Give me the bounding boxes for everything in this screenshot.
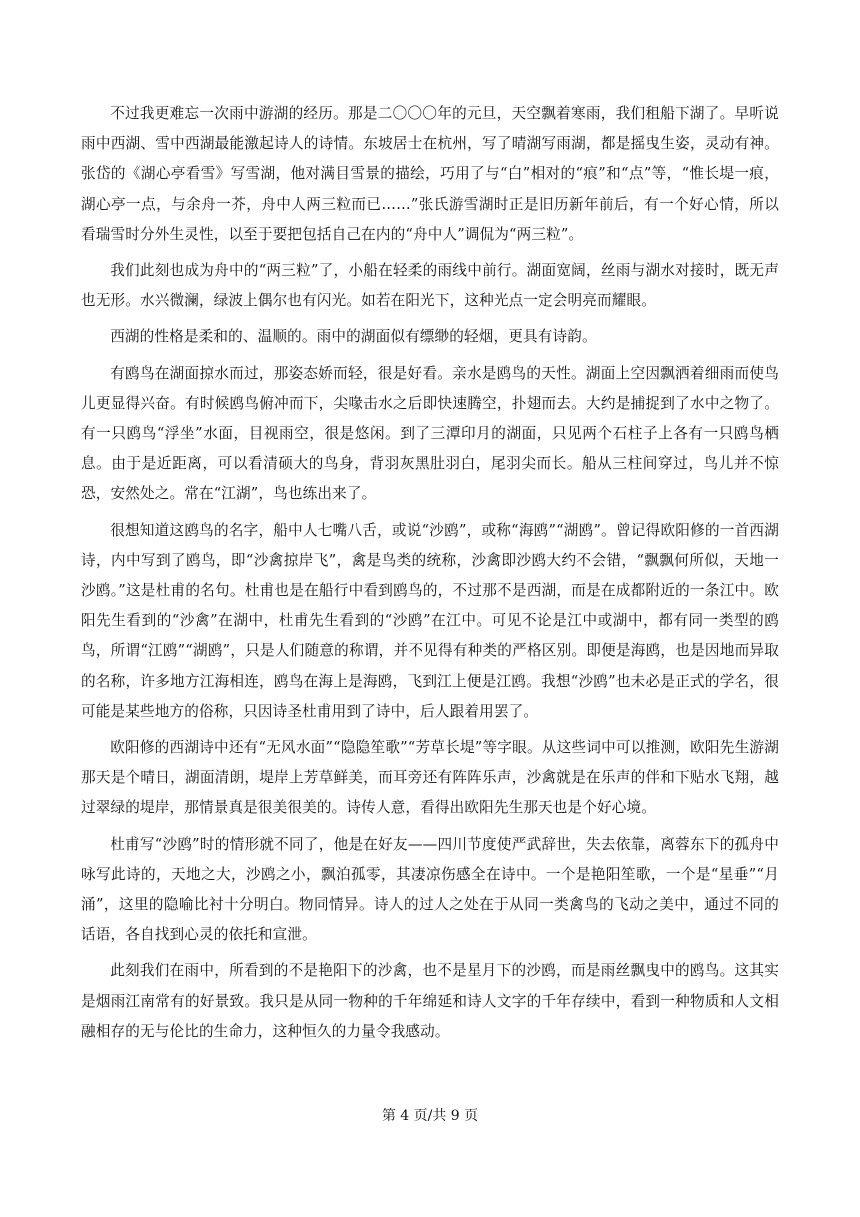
paragraph-4: 有鸥鸟在湖面掠水而过，那姿态娇而轻，很是好看。亲水是鸥鸟的天性。湖面上空因飘洒着细雨而使鸟儿更显得兴奋。有时候鸥鸟俯冲而下，尖喙击水之后即快速腾空，扑翅而去。大约是捕捉到了水中之物了。有一只鸥鸟“浮坐”水面，目视雨空，很是悠闲。到了三潭印月的湖面，只见两个石柱子上各有一只鸥鸟栖息。由于是近距离，可以看清硕大的鸟身，背羽灰黑肚羽白，尾羽尖而长。船从三柱间穿过，鸟儿并不惊恐，安然处之。常在“江湖”，鸟也练出来了。 — [81, 364, 779, 503]
paragraph-1: 不过我更难忘一次雨中游湖的经历。那是二〇〇〇年的元旦，天空飘着寒雨，我们租船下湖了。早听说雨中西湖、雪中西湖最能激起诗人的诗情。东坡居士在杭州，写了晴湖写雨湖，都是摇曳生姿，灵动有神。张岱的《湖心亭看雪》写雪湖，他对满目雪景的描绘，巧用了与“白”相对的“痕”和“点”等，“惟长堤一痕，湖心亭一点，与余舟一芥，舟中人两三粒而已……”张氏游雪湖时正是旧历新年前后，有一个好心情，所以看瑞雪时分外生灵性，以至于要把包括自己在内的“舟中人”调侃为“两三粒”。 — [81, 105, 779, 243]
paragraph-3: 西湖的性格是柔和的、温顺的。雨中的湖面似有缥缈的轻烟，更具有诗韵。 — [110, 328, 597, 346]
paragraph-2: 我们此刻也成为舟中的“两三粒”了，小船在轻柔的雨线中前行。湖面宽阔，丝雨与湖水对接时，既无声也无形。水兴微澜，绿波上偶尔也有闪光。如若在阳光下，这种光点一定会明亮而耀眼。 — [81, 262, 779, 310]
paragraph-8: 此刻我们在雨中，所看到的不是艳阳下的沙禽，也不是星月下的沙鸥，而是雨丝飘曳中的鸥鸟。这其实是烟雨江南常有的好景致。我只是从同一物种的千年绵延和诗人文字的千年存续中，看到一种物质和人文相融相存的无与伦比的生命力，这种恒久的力量令我感动。 — [81, 962, 779, 1040]
paragraph-5: 很想知道这鸥鸟的名字，船中人七嘴八舌，或说“沙鸥”，或称“海鸥”“湖鸥”。曾记得欧阳修的一首西湖诗，内中写到了鸥鸟，即“沙禽掠岸飞”，禽是鸟类的统称，沙禽即沙鸥大约不会错，“飘飘何所似，天地一沙鸥。”这是杜甫的名句。杜甫也是在船行中看到鸥鸟的，不过那不是西湖，而是在成都附近的一条江中。欧阳先生看到的“沙禽”在湖中，杜甫先生看到的“沙鸥”在江中。可见不论是江中或湖中，都有同一类型的鸥鸟，所谓“江鸥”“湖鸥”，只是人们随意的称谓，并不见得有种类的严格区别。即便是海鸥，也是因地而异取的名称，许多地方江海相连，鸥鸟在海上是海鸥，飞到江上便是江鸥。我想“沙鸥”也未必是正式的学名，很可能是某些地方的俗称，只因诗圣杜甫用到了诗中，后人跟着用罢了。 — [81, 521, 779, 720]
paragraph-6: 欧阳修的西湖诗中还有“无风水面”“隐隐笙歌”“芳草长堤”等字眼。从这些词中可以推测，欧阳先生游湖那天是个晴日，湖面清朗，堤岸上芳草鲜美，而耳旁还有阵阵乐声，沙禽就是在乐声的伴和下贴水飞翔，越过翠绿的堤岸，那情景真是很美很美的。诗传人意，看得出欧阳先生那天也是个好心境。 — [81, 739, 779, 817]
page-footer: 第 4 页/共 9 页 — [381, 1108, 479, 1124]
body-text — [81, 99, 779, 1053]
paragraph-7: 杜甫写“沙鸥”时的情形就不同了，他是在好友——四川节度使严武辞世，失去依靠，离蓉东下的孤舟中咏写此诗的，天地之大，沙鸥之小，飘泊孤零，其凄凉伤感全在诗中。一个是艳阳笙歌，一个是“星垂”“月涌”，这里的隐喻比衬十分明白。物同情异。诗人的过人之处在于从同一类禽鸟的飞动之美中，通过不同的话语，各自找到心灵的依托和宣泄。 — [81, 835, 779, 944]
